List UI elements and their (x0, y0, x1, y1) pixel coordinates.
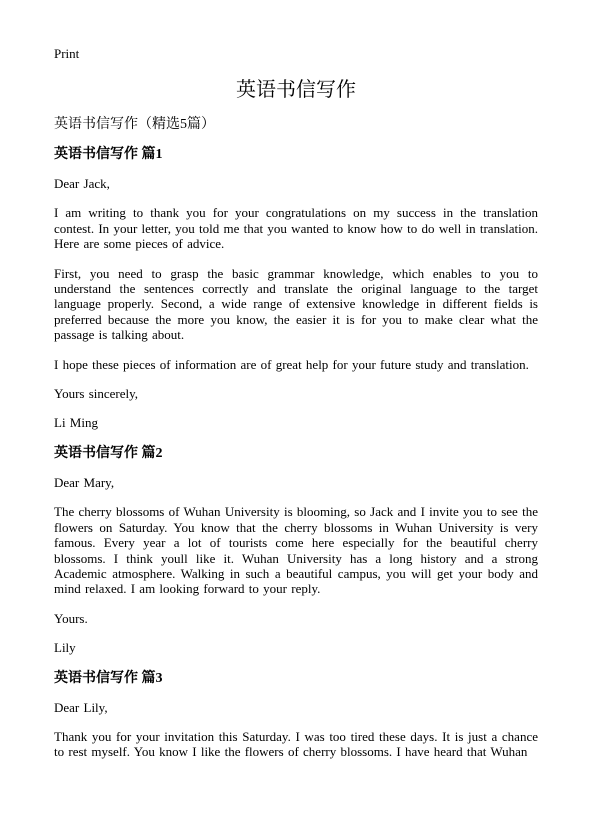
letter-signature: Li Ming (54, 415, 98, 431)
letter-signature: Lily (54, 640, 76, 656)
letter-paragraph: The cherry blossoms of Wuhan University is blooming, so Jack and I invite you to see the flowers on Saturday. You know that the cherry blossoms in Wuhan University is very famous. Every year a lot of tourists come here especially for the beautiful cherry blossoms. I think youll like it. Wuhan University has a long history and a strong Academic atmosphere. Walking in such a beautiful campus, you will get your body and mind relaxed. I am looking forward to your reply. (54, 504, 538, 597)
section-3 (54, 670, 538, 760)
letter-closing: Yours sincerely, (54, 386, 139, 402)
letter-paragraph: I hope these pieces of information are of great help for your future study and translation. (54, 356, 529, 372)
print-label: Print (54, 46, 80, 61)
letter-salutation: Dear Jack, (54, 176, 110, 191)
letter-paragraph: First, you need to grasp the basic grammar knowledge, which enables to you to understand the sentences correctly and translate the original language to the target language properly. Second, a wide range of extensive knowledge in different fields is preferred because the more you know, the easier it is for you to make clear what the passage is talking about. (54, 265, 538, 343)
letter-closing: Yours. (54, 610, 88, 626)
letter-paragraph: I am writing to thank you for your congratulations on my success in the translation contest. In your letter, you told me that you wanted to know how to do well in translation. Here are some pieces of advice. (54, 205, 538, 252)
section-heading: 英语书信写作 篇1 (54, 147, 163, 162)
letter-paragraph: Thank you for your invitation this Saturday. I was too tired these days. It is just a chance to rest myself. You know I like the flowers of cherry blossoms. I have heard that Wuhan (54, 728, 538, 760)
section-heading: 英语书信写作 篇3 (54, 670, 163, 686)
section-heading: 英语书信写作 篇2 (54, 445, 163, 461)
document-subtitle: 英语书信写作（精选5篇） (54, 117, 215, 132)
letter-salutation: Dear Mary, (54, 474, 115, 490)
section-2 (54, 445, 538, 656)
section-1 (54, 146, 538, 431)
document-title: 英语书信写作 (236, 79, 356, 101)
letter-salutation: Dear Lily, (54, 699, 108, 715)
